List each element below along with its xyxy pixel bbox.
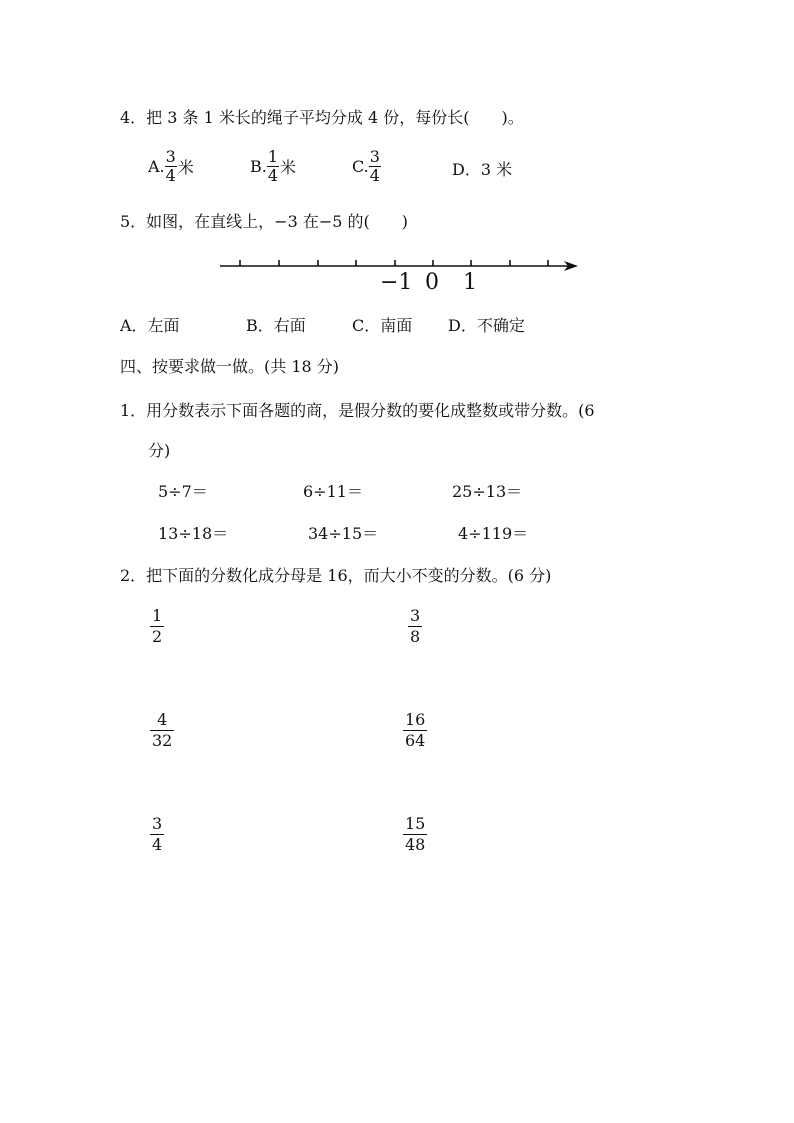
- q4-option-c-num: 3: [369, 147, 380, 166]
- s4-q1-problem-6: 4÷119＝: [458, 524, 529, 543]
- q4-option-a-label: A.: [148, 157, 165, 176]
- q4-option-a-num: 3: [165, 147, 176, 166]
- q4-option-a-suffix: 米: [177, 158, 194, 177]
- s4-q1-problem-3: 25÷13＝: [452, 482, 523, 501]
- number-line-label-0: 0: [425, 270, 439, 295]
- s4-q2-fraction-6: [403, 814, 427, 855]
- q4-option-c: [352, 148, 381, 185]
- number-line-label-neg1: −1: [380, 270, 413, 295]
- fraction-num: 15: [405, 814, 426, 833]
- s4-q2-stem: 2．把下面的分数化成分母是 16，而大小不变的分数。(6 分): [120, 566, 552, 585]
- fraction-num: 3: [410, 606, 421, 625]
- fraction-den: 8: [410, 627, 421, 646]
- q4-option-b-label: B.: [250, 157, 267, 176]
- s4-q2-fraction-5: [150, 814, 164, 855]
- s4-q2-fraction-3: [150, 710, 174, 751]
- q4-option-b-suffix: 米: [280, 158, 297, 177]
- s4-q1-problem-1: 5÷7＝: [158, 482, 208, 501]
- fraction-num: 16: [405, 710, 426, 729]
- q4-option-b-den: 4: [267, 166, 279, 185]
- fraction-den: 48: [405, 835, 426, 854]
- fraction-den: 4: [152, 835, 163, 854]
- fraction-num: 3: [152, 814, 163, 833]
- s4-q2-fraction-1: [150, 606, 164, 647]
- q4-option-c-fraction: [369, 148, 381, 185]
- fraction-num: 4: [157, 710, 168, 729]
- fraction-den: 2: [152, 627, 163, 646]
- q4-option-b-num: 1: [267, 147, 279, 166]
- q4-option-c-label: C.: [352, 157, 369, 176]
- q4-option-c-den: 4: [369, 166, 380, 185]
- q4-option-a-den: 4: [165, 166, 176, 185]
- s4-q1-stem-line2: 分): [148, 441, 171, 460]
- fraction-num: 1: [152, 606, 163, 625]
- q4-option-a-fraction: [165, 148, 177, 185]
- number-line-label-1: 1: [463, 270, 477, 295]
- q5-option-c: C．南面: [352, 316, 413, 335]
- s4-q2-fraction-4: [403, 710, 427, 751]
- s4-q1-problem-2: 6÷11＝: [303, 482, 363, 501]
- q4-option-b: [250, 148, 296, 185]
- q4-option-d: D．3 米: [452, 160, 513, 179]
- q5-option-d: D．不确定: [448, 316, 525, 335]
- fraction-den: 32: [152, 731, 173, 750]
- q4-stem: 4．把 3 条 1 米长的绳子平均分成 4 份，每份长( )。: [120, 108, 524, 127]
- fraction-den: 64: [405, 731, 426, 750]
- s4-q2-fraction-2: [408, 606, 422, 647]
- s4-q1-problem-5: 34÷15＝: [308, 524, 379, 543]
- section-title: 四、按要求做一做。(共 18 分): [120, 357, 340, 376]
- s4-q1-problem-4: 13÷18＝: [158, 524, 229, 543]
- q4-option-a: [148, 148, 194, 185]
- s4-q1-stem-line1: 1．用分数表示下面各题的商，是假分数的要化成整数或带分数。(6: [120, 401, 595, 420]
- q5-stem: 5．如图，在直线上，−3 在−5 的( ): [120, 212, 409, 231]
- q5-option-a: A．左面: [120, 316, 180, 335]
- q5-option-b: B．右面: [246, 316, 306, 335]
- q4-option-b-fraction: [267, 148, 279, 185]
